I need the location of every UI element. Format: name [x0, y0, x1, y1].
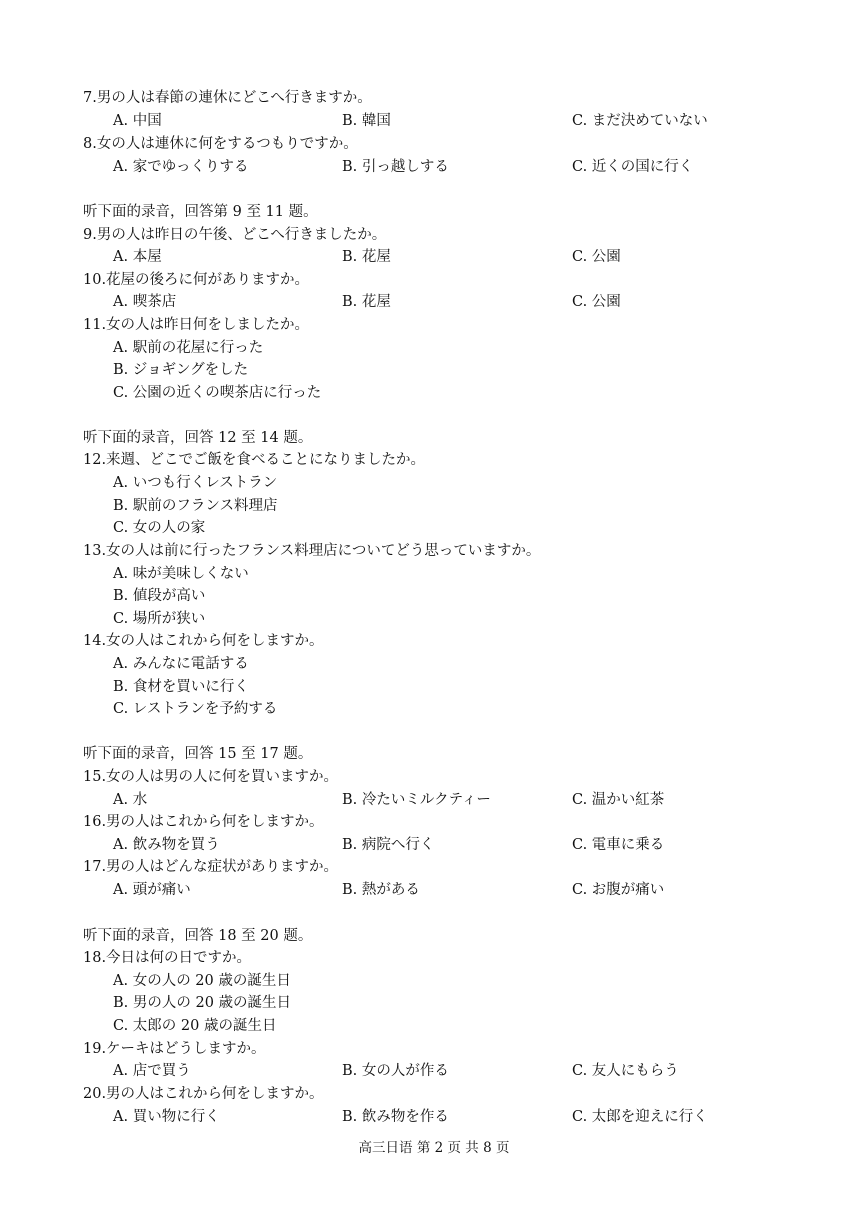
- answer-option-c: C. お腹が痛い: [572, 882, 665, 898]
- question-text: 16.男の人はこれから何をしますか。: [83, 814, 324, 830]
- answer-option-c: C. 友人にもらう: [572, 1063, 679, 1079]
- answer-option: A. 駅前の花屋に行った: [113, 340, 264, 356]
- answer-option: A. 女の人の 20 歳の誕生日: [113, 973, 291, 989]
- answer-option: B. 食材を買いに行く: [113, 679, 249, 695]
- answer-option-b: B. 韓国: [342, 113, 391, 129]
- answer-option-c: C. 公園: [572, 294, 621, 310]
- answer-option-b: B. 飲み物を作る: [342, 1109, 449, 1125]
- answer-option-a: A. 買い物に行く: [113, 1109, 220, 1125]
- question-text: 17.男の人はどんな症状がありますか。: [83, 859, 339, 875]
- answer-option: C. 太郎の 20 歳の誕生日: [113, 1018, 277, 1034]
- answer-option-a: A. 水: [113, 792, 148, 808]
- answer-option: C. 女の人の家: [113, 520, 206, 536]
- question-text: 18.今日は何の日ですか。: [83, 950, 252, 966]
- answer-option-b: B. 引っ越しする: [342, 159, 449, 175]
- question-text: 10.花屋の後ろに何がありますか。: [83, 272, 310, 288]
- question-text: 20.男の人はこれから何をしますか。: [83, 1086, 324, 1102]
- answer-option-a: A. 中国: [113, 113, 162, 129]
- answer-option-c: C. 公園: [572, 249, 621, 265]
- answer-option: B. 駅前のフランス料理店: [113, 498, 278, 514]
- question-text: 9.男の人は昨日の午後、どこへ行きましたか。: [83, 227, 387, 243]
- answer-option: C. レストランを予約する: [113, 701, 278, 717]
- answer-option: B. ジョギングをした: [113, 362, 249, 378]
- answer-option-a: A. 頭が痛い: [113, 882, 191, 898]
- answer-option-a: A. 店で買う: [113, 1063, 191, 1079]
- answer-option-c: C. 近くの国に行く: [572, 159, 694, 175]
- answer-option: A. 味が美味しくない: [113, 566, 249, 582]
- answer-option: C. 場所が狭い: [113, 611, 206, 627]
- answer-option-a: A. 喫茶店: [113, 294, 177, 310]
- answer-option-c: C. 電車に乗る: [572, 837, 665, 853]
- section-instruction: 听下面的录音，回答 12 至 14 题。: [83, 430, 313, 446]
- answer-option-c: C. 太郎を迎えに行く: [572, 1109, 708, 1125]
- answer-option-a: A. 本屋: [113, 249, 162, 265]
- answer-option-c: C. まだ決めていない: [572, 113, 708, 129]
- question-text: 14.女の人はこれから何をしますか。: [83, 633, 324, 649]
- question-text: 13.女の人は前に行ったフランス料理店についてどう思っていますか。: [83, 543, 541, 559]
- question-text: 12.来週、どこでご飯を食べることになりましたか。: [83, 452, 426, 468]
- question-text: 15.女の人は男の人に何を買いますか。: [83, 769, 339, 785]
- question-text: 19.ケーキはどうしますか。: [83, 1041, 266, 1057]
- answer-option-b: B. 病院へ行く: [342, 837, 435, 853]
- answer-option-a: A. 飲み物を買う: [113, 837, 220, 853]
- section-instruction: 听下面的录音，回答 18 至 20 题。: [83, 928, 313, 944]
- answer-option-b: B. 熱がある: [342, 882, 420, 898]
- answer-option-b: B. 花屋: [342, 249, 391, 265]
- answer-option: A. みんなに電話する: [113, 656, 249, 672]
- answer-option-a: A. 家でゆっくりする: [113, 159, 249, 175]
- page-footer: 高三日语 第 2 页 共 8 页: [358, 1140, 510, 1156]
- question-text: 8.女の人は連休に何をするつもりですか。: [83, 136, 358, 152]
- answer-option: B. 値段が高い: [113, 588, 206, 604]
- question-text: 11.女の人は昨日何をしましたか。: [83, 317, 310, 333]
- answer-option-c: C. 温かい紅茶: [572, 792, 665, 808]
- answer-option: C. 公園の近くの喫茶店に行った: [113, 385, 322, 401]
- answer-option-b: B. 冷たいミルクティー: [342, 792, 491, 808]
- answer-option-b: B. 花屋: [342, 294, 391, 310]
- section-instruction: 听下面的录音，回答 15 至 17 题。: [83, 746, 313, 762]
- answer-option: A. いつも行くレストラン: [113, 475, 278, 491]
- answer-option: B. 男の人の 20 歳の誕生日: [113, 995, 292, 1011]
- question-text: 7.男の人は春節の連休にどこへ行きますか。: [83, 90, 372, 106]
- section-instruction: 听下面的录音，回答第 9 至 11 题。: [83, 204, 318, 220]
- answer-option-b: B. 女の人が作る: [342, 1063, 449, 1079]
